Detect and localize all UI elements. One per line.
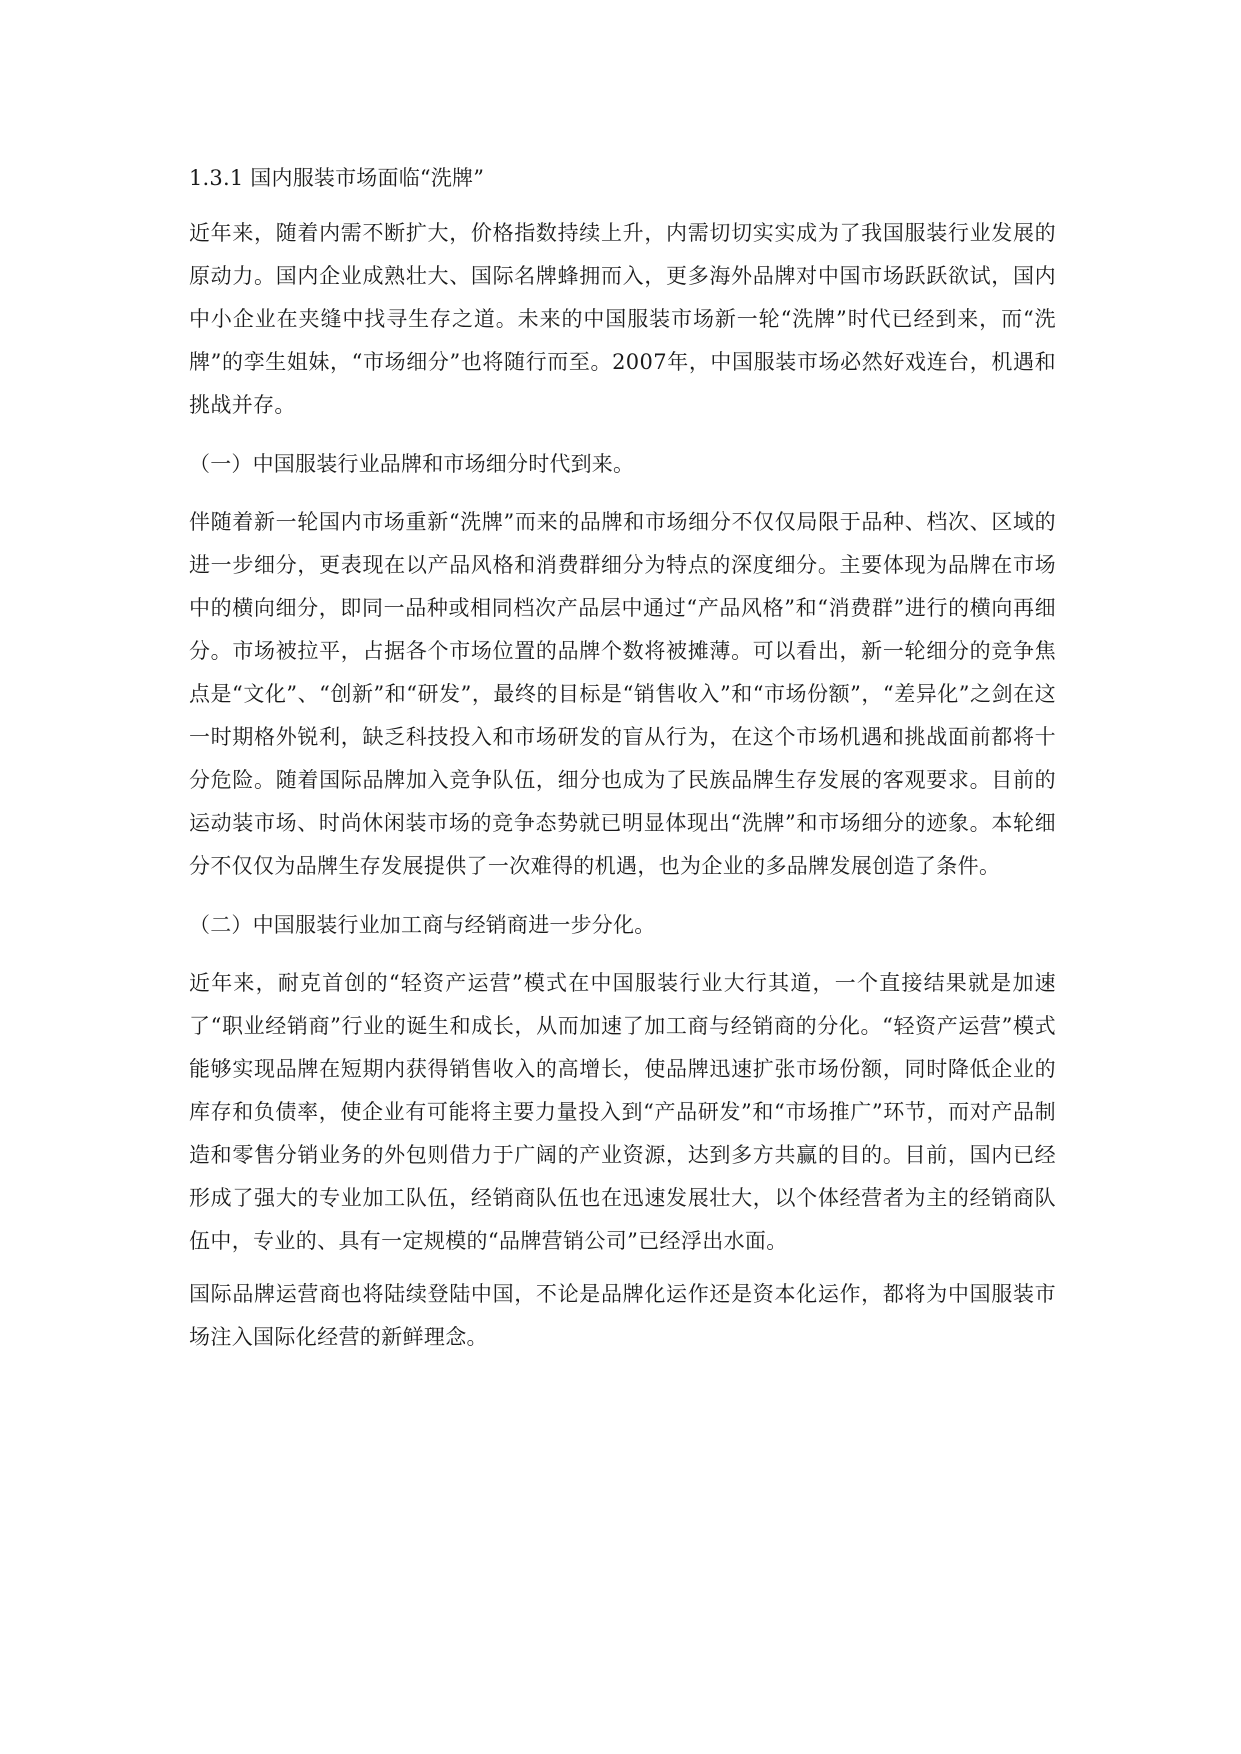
paragraph-international-brands: 国际品牌运营商也将陆续登陆中国，不论是品牌化运作还是资本化运作，都将为中国服装市场注入国际化经营的新鲜理念。 — [189, 1282, 1056, 1349]
spacer — [189, 1263, 1056, 1273]
document-body — [189, 158, 1056, 1359]
paragraph-brand-segmentation: 伴随着新一轮国内市场重新“洗牌”而来的品牌和市场细分不仅仅局限于品种、档次、区域的进一步细分，更表现在以产品风格和消费群细分为特点的深度细分。主要体现为品牌在市场中的横向细分，即同一品种或相同档次产品层中通过“产品风格”和“消费群”进行的横向再细分。市场被拉平，占据各个市场位置的品牌个数将被摊薄。可以看出，新一轮细分的竞争焦点是“文化”、“创新”和“研发”，最终的目标是“销售收入”和“市场份额”，“差异化”之剑在这一时期格外锐利，缺乏科技投入和市场研发的盲从行为，在这个市场机遇和挑战面前都将十分危险。随着国际品牌加入竞争队伍，细分也成为了民族品牌生存发展的客观要求。目前的运动装市场、时尚休闲装市场的竞争态势就已明显体现出“洗牌”和市场细分的迹象。本轮细分不仅仅为品牌生存发展提供了一次难得的机遇，也为企业的多品牌发展创造了条件。 — [189, 510, 1056, 878]
paragraph-intro: 近年来，随着内需不断扩大，价格指数持续上升，内需切切实实成为了我国服装行业发展的原动力。国内企业成熟壮大、国际名牌蜂拥而入，更多海外品牌对中国市场跃跃欲试，国内中小企业在夹缝中找寻生存之道。未来的中国服装市场新一轮“洗牌”时代已经到来，而“洗牌”的孪生姐妹，“市场细分”也将随行而至。2007年，中国服装市场必然好戏连台，机遇和挑战并存。 — [189, 221, 1056, 417]
paragraph-light-asset: 近年来，耐克首创的“轻资产运营”模式在中国服装行业大行其道，一个直接结果就是加速了“职业经销商”行业的诞生和成长，从而加速了加工商与经销商的分化。“轻资产运营”模式能够实现品牌在短期内获得销售收入的高增长，使品牌迅速扩张市场份额，同时降低企业的库存和负债率，使企业有可能将主要力量投入到“产品研发”和“市场推广”环节，而对产品制造和零售分销业务的外包则借力于广阔的产业资源，达到多方共赢的目的。目前，国内已经形成了强大的专业加工队伍，经销商队伍也在迅速发展壮大，以个体经营者为主的经销商队伍中，专业的、具有一定规模的“品牌营销公司”已经浮出水面。 — [189, 971, 1056, 1253]
section-heading: 1.3.1 国内服装市场面临“洗牌” — [189, 166, 485, 190]
subheading-processor-dealer: （二）中国服装行业加工商与经销商进一步分化。 — [189, 913, 656, 937]
spacer — [189, 945, 1056, 962]
spacer — [189, 888, 1056, 905]
spacer — [189, 427, 1056, 444]
subheading-brand-segmentation: （一）中国服装行业品牌和市场细分时代到来。 — [189, 452, 635, 476]
spacer — [189, 484, 1056, 501]
spacer — [189, 198, 1056, 212]
